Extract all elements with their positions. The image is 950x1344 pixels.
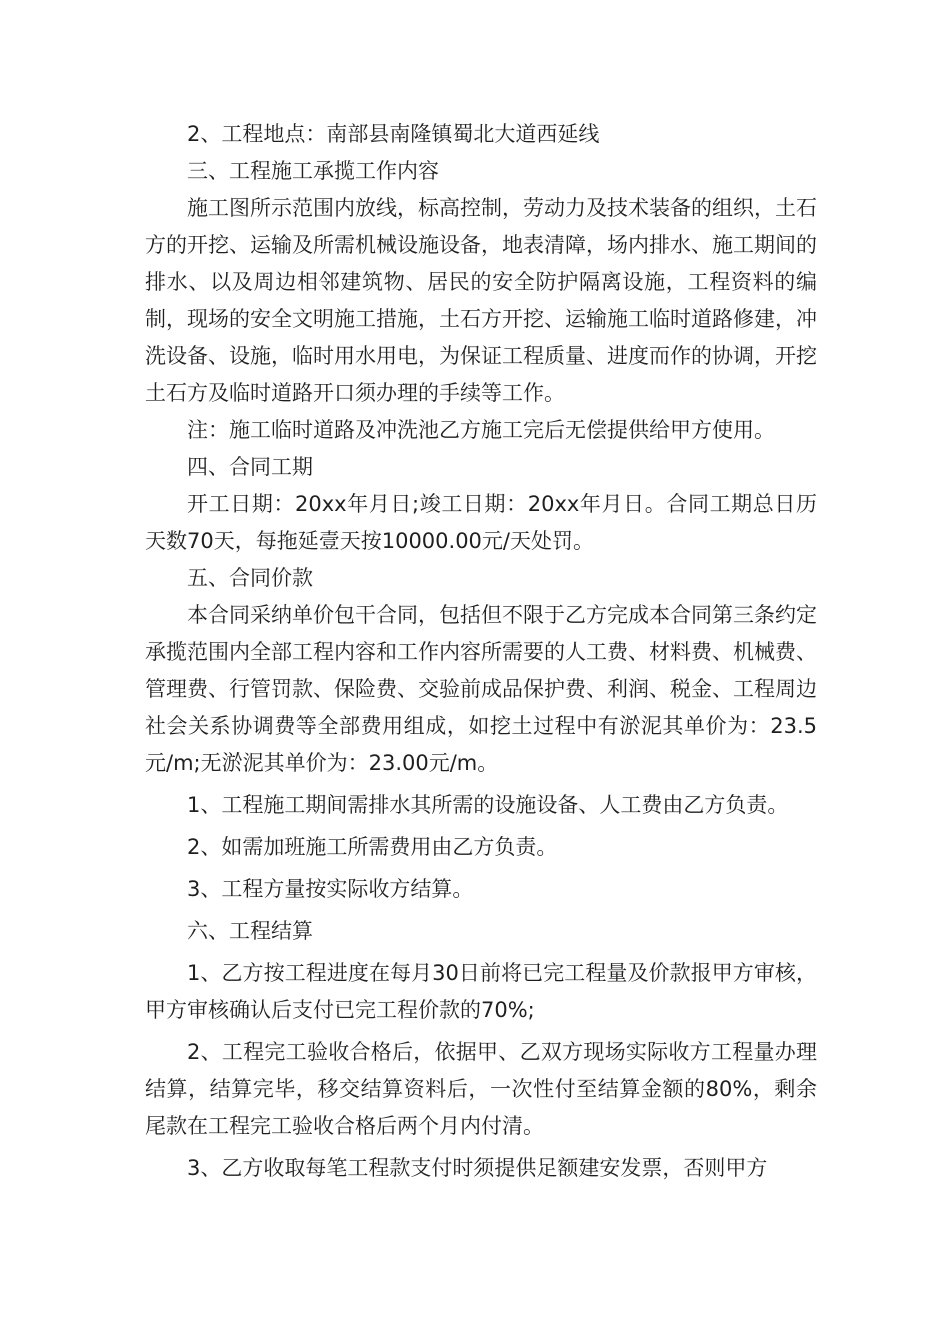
paragraph-price-item-1: 1、工程施工期间需排水其所需的设施设备、人工费由乙方负责。 [187, 793, 789, 817]
paragraph-price-details: 本合同采纳单价包干合同，包括但不限于乙方完成本合同第三条约定承揽范围内全部工程内容和工作内容所需要的人工费、材料费、机械费、管理费、行管罚款、保险费、交验前成品保护费、利润、税金、工程周边社会关系协调费等全部费用组成，如挖土过程中有淤泥其单价为：23.5元/m;无淤泥其单价为：23.00元/m。 [145, 603, 817, 775]
paragraph-settlement-2: 2、工程完工验收合格后，依据甲、乙双方现场实际收方工程量办理结算，结算完毕，移交结算资料后，一次性付至结算金额的80%，剩余尾款在工程完工验收合格后两个月内付清。 [145, 1040, 817, 1138]
heading-settlement: 六、工程结算 [187, 919, 313, 943]
heading-contract-period: 四、合同工期 [187, 455, 313, 479]
heading-scope-of-work: 三、工程施工承揽工作内容 [187, 159, 439, 183]
paragraph-price-item-2: 2、如需加班施工所需费用由乙方负责。 [187, 835, 558, 859]
paragraph-settlement-1: 1、乙方按工程进度在每月30日前将已完工程量及价款报甲方审核，甲方审核确认后支付已完工程价款的70%; [145, 961, 817, 1022]
paragraph-note: 注：施工临时道路及冲洗池乙方施工完后无偿提供给甲方使用。 [187, 418, 775, 442]
paragraph-project-location: 2、工程地点：南部县南隆镇蜀北大道西延线 [187, 122, 600, 146]
heading-contract-price: 五、合同价款 [187, 566, 313, 590]
document-body [145, 116, 817, 1187]
paragraph-price-item-3: 3、工程方量按实际收方结算。 [187, 877, 474, 901]
paragraph-scope-details: 施工图所示范围内放线，标高控制，劳动力及技术装备的组织，土石方的开挖、运输及所需机械设施设备，地表清障，场内排水、施工期间的排水、以及周边相邻建筑物、居民的安全防护隔离设施，工程资料的编制，现场的安全文明施工措施，土石方开挖、运输施工临时道路修建，冲洗设备、设施，临时用水用电，为保证工程质量、进度而作的协调，开挖土石方及临时道路开口须办理的手续等工作。 [145, 196, 817, 405]
paragraph-dates: 开工日期：20xx年月日;竣工日期：20xx年月日。合同工期总日历天数70天，每拖延壹天按10000.00元/天处罚。 [145, 492, 817, 553]
paragraph-settlement-3: 3、乙方收取每笔工程款支付时须提供足额建安发票，否则甲方 [187, 1156, 768, 1180]
